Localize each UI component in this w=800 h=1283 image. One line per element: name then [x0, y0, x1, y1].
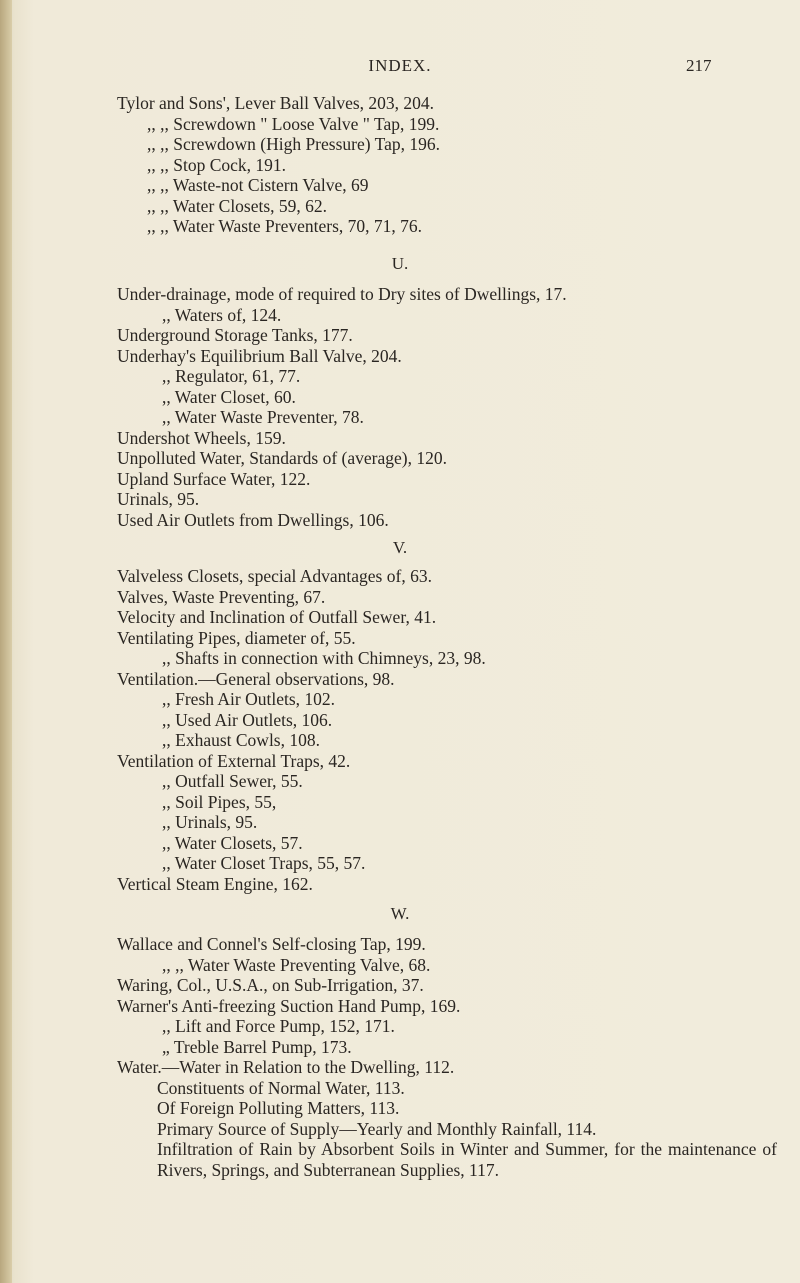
- index-entry: Water.—Water in Relation to the Dwelling, 112.: [117, 1057, 455, 1077]
- index-entry: ,, Used Air Outlets, 106.: [162, 709, 333, 730]
- index-entry: ,, Outfall Sewer, 55.: [162, 771, 303, 791]
- index-entry: Ventilation.—General observations, 98.: [117, 668, 395, 689]
- page-binding-edge: [0, 0, 12, 1283]
- index-entry: Waring, Col., U.S.A., on Sub-Irrigation, 37.: [117, 975, 424, 995]
- index-entry: ,, ,, Water Waste Preventers, 70, 71, 76.: [147, 216, 423, 236]
- index-entry: Warner's Anti-freezing Suction Hand Pump, 169.: [117, 995, 461, 1016]
- index-entry: ,, ,, Water Waste Preventing Valve, 68.: [162, 954, 431, 975]
- index-entry: Upland Surface Water, 122.: [117, 468, 311, 489]
- index-entry: Velocity and Inclination of Outfall Sewer, 41.: [117, 607, 437, 627]
- section-heading-u: U.: [391, 254, 409, 273]
- index-entry: ,, Fresh Air Outlets, 102.: [162, 689, 336, 709]
- section-heading-v: V.: [392, 538, 408, 557]
- index-section-w: [117, 934, 777, 1180]
- index-entry: ,, Soil Pipes, 55,: [162, 791, 277, 812]
- index-entry: Urinals, 95.: [117, 489, 200, 509]
- index-entry: Valves, Waste Preventing, 67.: [117, 586, 326, 607]
- index-entry: ,, ,, Screwdown " Loose Valve " Tap, 199.: [147, 113, 440, 134]
- index-entry: ,, Exhaust Cowls, 108.: [162, 730, 320, 750]
- index-entry: ,, Urinals, 95.: [162, 812, 258, 832]
- index-section-u: [117, 284, 777, 530]
- index-entry: ,, ,, Water Closets, 59, 62.: [147, 195, 328, 216]
- index-entry: Tylor and Sons', Lever Ball Valves, 203, 204.: [117, 93, 435, 113]
- index-entry: Underhay's Equilibrium Ball Valve, 204.: [117, 345, 402, 366]
- index-entry: Under-drainage, mode of required to Dry sites of Dwellings, 17.: [117, 284, 567, 304]
- index-entry: ,, Waters of, 124.: [162, 304, 282, 325]
- index-section-v: [117, 566, 777, 894]
- index-entry: ,, Lift and Force Pump, 152, 171.: [162, 1016, 395, 1036]
- index-entry: ,, Water Closets, 57.: [162, 832, 303, 853]
- index-entry: Wallace and Connel's Self-closing Tap, 199.: [117, 934, 426, 954]
- index-entry: ,, Water Waste Preventer, 78.: [162, 407, 364, 427]
- index-entry: Undershot Wheels, 159.: [117, 427, 286, 448]
- index-entry: Used Air Outlets from Dwellings, 106.: [117, 509, 389, 530]
- index-entry: ,, Shafts in connection with Chimneys, 23, 98.: [162, 648, 486, 668]
- index-entry: ,, Regulator, 61, 77.: [162, 366, 301, 386]
- index-entry: Unpolluted Water, Standards of (average), 120.: [117, 448, 447, 468]
- index-entry: Vertical Steam Engine, 162.: [117, 873, 313, 894]
- index-entry: „ Treble Barrel Pump, 173.: [162, 1036, 352, 1057]
- index-section-t: [117, 93, 777, 237]
- index-entry: ,, Water Closet Traps, 55, 57.: [162, 853, 366, 873]
- index-entry: ,, ,, Screwdown (High Pressure) Tap, 196.: [147, 134, 440, 154]
- index-entry: Primary Source of Supply—Yearly and Monthly Rainfall, 114.: [157, 1118, 597, 1139]
- index-entry: Ventilating Pipes, diameter of, 55.: [117, 627, 356, 648]
- index-entry: Underground Storage Tanks, 177.: [117, 325, 353, 345]
- index-entry: Valveless Closets, special Advantages of, 63.: [117, 566, 432, 586]
- index-entry: ,, ,, Stop Cock, 191.: [147, 154, 287, 175]
- page-number: 217: [686, 56, 712, 75]
- index-entry: ,, Water Closet, 60.: [162, 386, 296, 407]
- index-entry: Constituents of Normal Water, 113.: [157, 1077, 405, 1098]
- page-title: INDEX.: [368, 56, 432, 75]
- index-entry: Of Foreign Polluting Matters, 113.: [157, 1098, 400, 1118]
- section-heading-w: W.: [390, 904, 410, 923]
- index-entry: Ventilation of External Traps, 42.: [117, 750, 351, 771]
- index-entry: Infiltration of Rain by Absorbent Soils in Winter and Summer, for the maintenance of Rivers, Springs, and Subterranean Supplies, 117.: [157, 1139, 777, 1180]
- running-head: [0, 56, 800, 80]
- index-entry: ,, ,, Waste-not Cistern Valve, 69: [147, 175, 369, 195]
